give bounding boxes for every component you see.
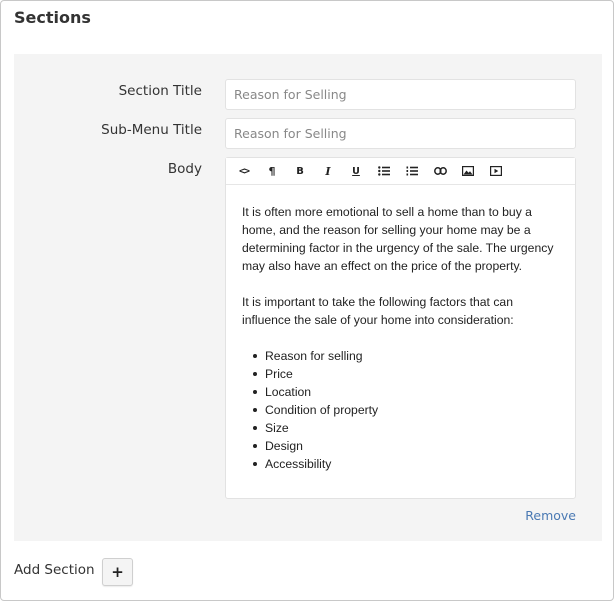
factor-list [242,347,561,473]
list-item: Price [252,365,561,383]
link-icon[interactable] [426,160,454,182]
italic-icon[interactable]: I [325,164,331,178]
paragraph-icon[interactable]: ¶ [268,164,276,178]
list-item: Design [252,437,561,455]
bold-icon[interactable]: B [296,165,304,177]
editor-toolbar [226,158,575,185]
code-view-icon[interactable]: <> [238,165,250,177]
list-item: Condition of property [252,401,561,419]
numbered-list-icon[interactable] [398,160,426,182]
body-label: Body [167,161,202,177]
list-item: Size [252,419,561,437]
list-item: Location [252,383,561,401]
section-title-input[interactable] [225,79,576,110]
rich-text-editor [225,157,576,499]
video-icon[interactable] [482,160,510,182]
image-icon[interactable] [454,160,482,182]
section-title-label: Section Title [118,83,202,99]
underline-icon[interactable]: U [352,165,360,177]
page-title: Sections [14,8,91,27]
bulleted-list-icon[interactable] [370,160,398,182]
submenu-title-label: Sub-Menu Title [101,122,202,138]
editor-content[interactable] [226,185,575,473]
submenu-title-input[interactable] [225,118,576,149]
list-item: Accessibility [252,455,561,473]
body-paragraph: It is important to take the following factors that can influence the sale of your home into consideration: [242,295,514,327]
remove-section-link[interactable]: Remove [525,508,576,523]
add-section-label: Add Section [14,562,95,578]
section-panel [14,54,602,541]
body-paragraph: It is often more emotional to sell a home than to buy a home, and the reason for selling your home may be a determining factor in the urgency of the sale. The urgency may also have an effect on the price of the property. [242,205,554,273]
list-item: Reason for selling [252,347,561,365]
add-section-button[interactable]: + [102,558,133,586]
